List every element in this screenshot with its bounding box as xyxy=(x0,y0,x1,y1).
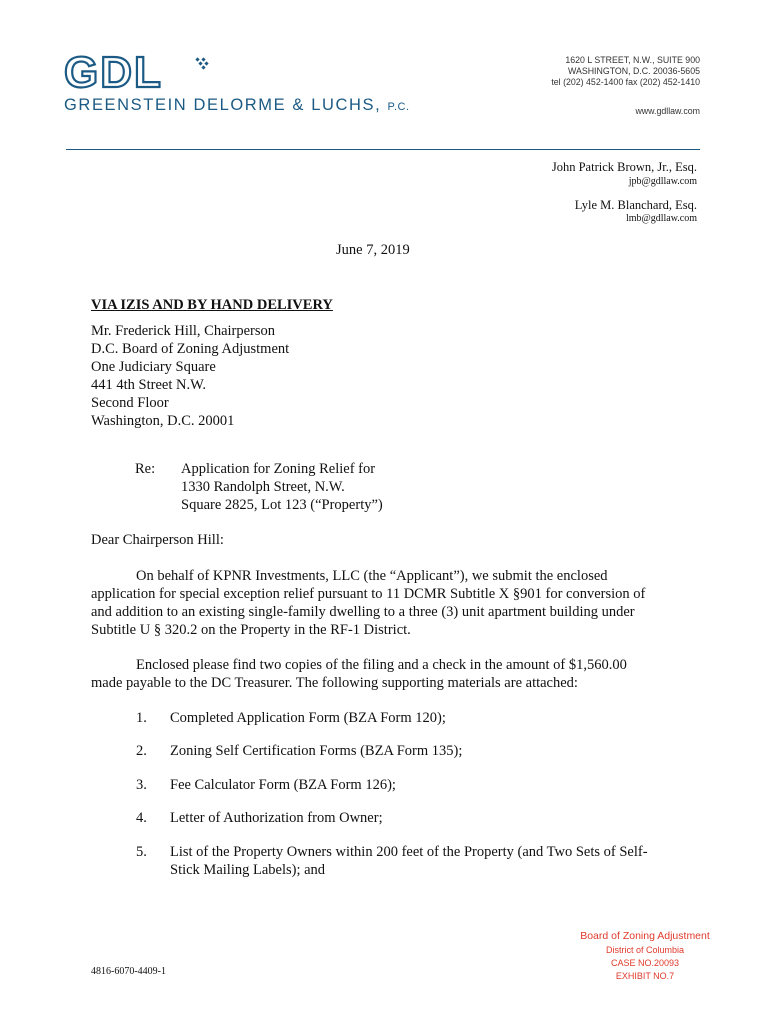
firm-name xyxy=(64,96,410,115)
recipient-line: Mr. Frederick Hill, Chairperson xyxy=(91,323,276,339)
stamp-line-4: EXHIBIT NO.7 xyxy=(615,971,675,981)
recipient-line: One Judiciary Square xyxy=(91,359,216,375)
stamp-line-2: District of Columbia xyxy=(605,945,685,955)
paragraph-line: Enclosed please find two copies of the filing and a check in the amount of $1,560.00 xyxy=(136,657,627,673)
address-line-2: WASHINGTON, D.C. 20036-5605 xyxy=(567,66,700,76)
letter-date: June 7, 2019 xyxy=(336,242,410,258)
phone-fax-line: tel (202) 452-1400 fax (202) 452-1410 xyxy=(551,77,700,87)
re-line: Square 2825, Lot 123 (“Property”) xyxy=(181,497,383,513)
list-item: Completed Application Form (BZA Form 120); xyxy=(170,710,446,726)
attorney-2-email[interactable]: lmb@gdllaw.com xyxy=(625,213,697,224)
stamp-line-1: Board of Zoning Adjustment xyxy=(580,930,710,942)
attorney-1-email[interactable]: jpb@gdllaw.com xyxy=(628,176,697,187)
stamp-line-3: CASE NO.20093 xyxy=(610,958,680,968)
re-subject xyxy=(181,460,383,514)
recipient-line: Second Floor xyxy=(91,395,169,411)
list-item-line: Stick Mailing Labels); and xyxy=(170,862,326,878)
salutation: Dear Chairperson Hill: xyxy=(91,532,224,548)
letterhead-divider xyxy=(66,149,700,150)
exhibit-stamp xyxy=(570,929,720,983)
firm-address xyxy=(551,55,700,88)
paragraph-line: made payable to the DC Treasurer. The following supporting materials are attached: xyxy=(91,675,578,691)
re-line: 1330 Randolph Street, N.W. xyxy=(181,479,345,495)
paragraph-line: and addition to an existing single-family dwelling to a three (3) unit apartment building under xyxy=(91,604,635,620)
list-item-number: 3. xyxy=(136,777,147,793)
paragraph-line: Subtitle U § 320.2 on the Property in the RF-1 District. xyxy=(91,622,411,638)
paragraph-line: On behalf of KPNR Investments, LLC (the “Applicant”), we submit the enclosed xyxy=(136,568,608,584)
gdl-logo xyxy=(64,54,214,90)
firm-name-suffix: P.C. xyxy=(387,101,410,113)
recipient-address xyxy=(91,322,289,430)
firm-name-main: GREENSTEIN DELORME & LUCHS, xyxy=(64,96,382,114)
body-paragraph-2 xyxy=(91,656,681,692)
recipient-line: Washington, D.C. 20001 xyxy=(91,413,235,429)
recipient-line: 441 4th Street N.W. xyxy=(91,377,207,393)
recipient-line: D.C. Board of Zoning Adjustment xyxy=(91,341,290,357)
re-line: Application for Zoning Relief for xyxy=(181,461,376,477)
paragraph-line: application for special exception relief pursuant to 11 DCMR Subtitle X §901 for conversion of xyxy=(91,586,646,602)
firm-website[interactable]: www.gdllaw.com xyxy=(635,106,700,116)
list-item-number: 4. xyxy=(136,810,147,826)
list-item-number: 5. xyxy=(136,844,147,860)
attorney-2-name: Lyle M. Blanchard, Esq. xyxy=(574,198,697,212)
document-number: 4816-6070-4409-1 xyxy=(91,966,166,977)
attorney-1-name: John Patrick Brown, Jr., Esq. xyxy=(551,160,697,174)
delivery-method: VIA IZIS AND BY HAND DELIVERY xyxy=(91,297,333,313)
list-item-number: 2. xyxy=(136,743,147,759)
list-item: Zoning Self Certification Forms (BZA Form 135); xyxy=(170,743,463,759)
list-item xyxy=(170,843,648,879)
logo-diamond-icon xyxy=(195,57,208,69)
list-item-line: List of the Property Owners within 200 feet of the Property (and Two Sets of Self- xyxy=(170,844,648,860)
list-item: Letter of Authorization from Owner; xyxy=(170,810,383,826)
address-line-1: 1620 L STREET, N.W., SUITE 900 xyxy=(565,55,700,65)
logo-text: GDL xyxy=(64,54,163,90)
list-item-number: 1. xyxy=(136,710,147,726)
re-label: Re: xyxy=(135,461,156,477)
list-item: Fee Calculator Form (BZA Form 126); xyxy=(170,777,396,793)
body-paragraph-1 xyxy=(91,567,681,639)
